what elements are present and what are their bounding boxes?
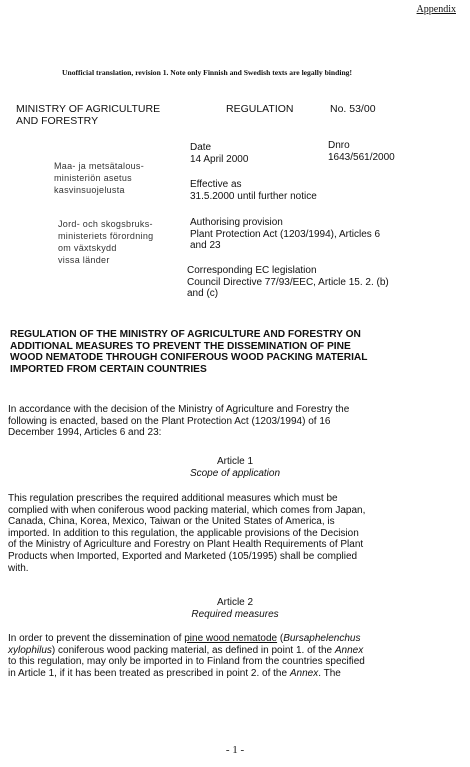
article-1-subheading: Scope of application	[189, 468, 281, 479]
text-run: (	[277, 633, 284, 644]
article-1-line: complied with when coniferous wood packing material, which comes from Japan,	[8, 504, 366, 516]
date-value: 14 April 2000	[190, 153, 249, 165]
ec-line: Council Directive 77/93/EEC, Article 15. 2. (b)	[187, 276, 389, 288]
left-block2-line: Jord- och skogsbruks-	[58, 219, 153, 229]
intro-line: In accordance with the decision of the Ministry of Agriculture and Forestry the	[8, 404, 350, 415]
ministry-name	[16, 103, 160, 127]
article-2-heading	[0, 597, 470, 621]
authorising-line: Plant Protection Act (1203/1994), Articles 6	[190, 228, 381, 240]
italic-term: Bursaphelenchus	[283, 633, 361, 644]
article-2-line	[8, 633, 460, 645]
title-line: ADDITIONAL MEASURES TO PREVENT THE DISSEMINATION OF PINE	[10, 340, 351, 352]
regulation-number: No. 53/00	[330, 103, 376, 115]
article-1-line: of the Ministry of Agriculture and Forestry on Plant Health Requirements of Plant	[8, 539, 364, 551]
text-run: . The	[318, 667, 341, 679]
dnro-field	[328, 140, 395, 163]
left-block1-line: kasvinsuojelusta	[54, 185, 125, 195]
appendix-label: Appendix	[416, 4, 456, 15]
title-line: WOOD NEMATODE THROUGH CONIFEROUS WOOD PACKING MATERIAL	[10, 352, 368, 364]
text-run: in Article 1, if it has been treated as prescribed in point 2. of the	[8, 667, 290, 679]
italic-term: Annex	[289, 667, 319, 679]
left-block1-line: ministeriön asetus	[54, 173, 132, 183]
article-1-line: imported. In addition to this regulation, the applicable provisions of the Decision	[8, 527, 359, 539]
regulation-label: REGULATION	[226, 103, 294, 115]
date-label: Date	[190, 142, 212, 153]
article-1-paragraph	[8, 493, 460, 574]
effective-label: Effective as	[190, 179, 242, 190]
effective-field	[190, 179, 317, 202]
authorising-line: and 23	[190, 240, 221, 251]
ministry-line-2: AND FORESTRY	[16, 115, 99, 127]
ministry-line-1: MINISTRY OF AGRICULTURE	[16, 103, 161, 115]
page-number: - 1 -	[225, 744, 245, 756]
regulation-title	[10, 329, 460, 375]
article-2-line	[8, 645, 460, 657]
text-run: In order to prevent the dissemination of	[8, 633, 185, 644]
left-block2-line: om växtskydd	[58, 243, 117, 253]
article-2-line: to this regulation, may only be imported in to Finland from the countries specified	[8, 656, 365, 668]
article-2-subheading: Required measures	[191, 609, 279, 620]
authorising-provision-field	[190, 217, 380, 252]
italic-term: Annex	[334, 644, 364, 656]
date-field	[190, 142, 248, 165]
intro-paragraph	[8, 404, 460, 439]
dnro-label: Dnro	[328, 140, 350, 151]
left-block1-line: Maa- ja metsätalous-	[54, 161, 145, 171]
text-run: ) coniferous wood packing material, as defined in point 1. of the	[51, 644, 335, 656]
article-2-line	[8, 668, 460, 680]
intro-line: December 1994, Articles 6 and 23:	[8, 427, 162, 439]
left-block2-line: vissa länder	[58, 255, 110, 265]
title-line: REGULATION OF THE MINISTRY OF AGRICULTURE AND FORESTRY ON	[10, 329, 361, 340]
dnro-value: 1643/561/2000	[328, 151, 395, 163]
title-line: IMPORTED FROM CERTAIN COUNTRIES	[10, 363, 207, 375]
left-column-block-2	[58, 218, 153, 266]
translation-disclaimer: Unofficial translation, revision 1. Note only Finnish and Swedish texts are legally binding!	[62, 68, 353, 77]
intro-line: following is enacted, based on the Plant Protection Act (1203/1994) of 16	[8, 415, 331, 427]
article-1-heading	[0, 456, 470, 480]
article-1-number: Article 1	[216, 456, 254, 467]
article-1-line: Canada, China, Korea, Mexico, Taiwan or the United States of America, is	[8, 516, 335, 528]
authorising-label: Authorising provision	[190, 217, 283, 228]
left-block2-line: ministeriets förordning	[58, 231, 154, 241]
article-1-line: Products when Imported, Exported and Marketed (105/1995) shall be complied	[8, 550, 358, 562]
left-column-block-1	[54, 160, 144, 196]
ec-legislation-field	[187, 265, 389, 300]
italic-term: xylophilus	[8, 644, 52, 656]
ec-line: and (c)	[187, 288, 219, 299]
article-1-line: This regulation prescribes the required additional measures which must be	[8, 493, 338, 504]
article-2-paragraph	[8, 633, 460, 679]
article-1-line: with.	[8, 562, 29, 574]
underlined-term: pine wood nematode	[184, 633, 278, 644]
article-2-number: Article 2	[216, 597, 254, 608]
effective-value: 31.5.2000 until further notice	[190, 190, 317, 202]
ec-label: Corresponding EC legislation	[187, 265, 317, 276]
